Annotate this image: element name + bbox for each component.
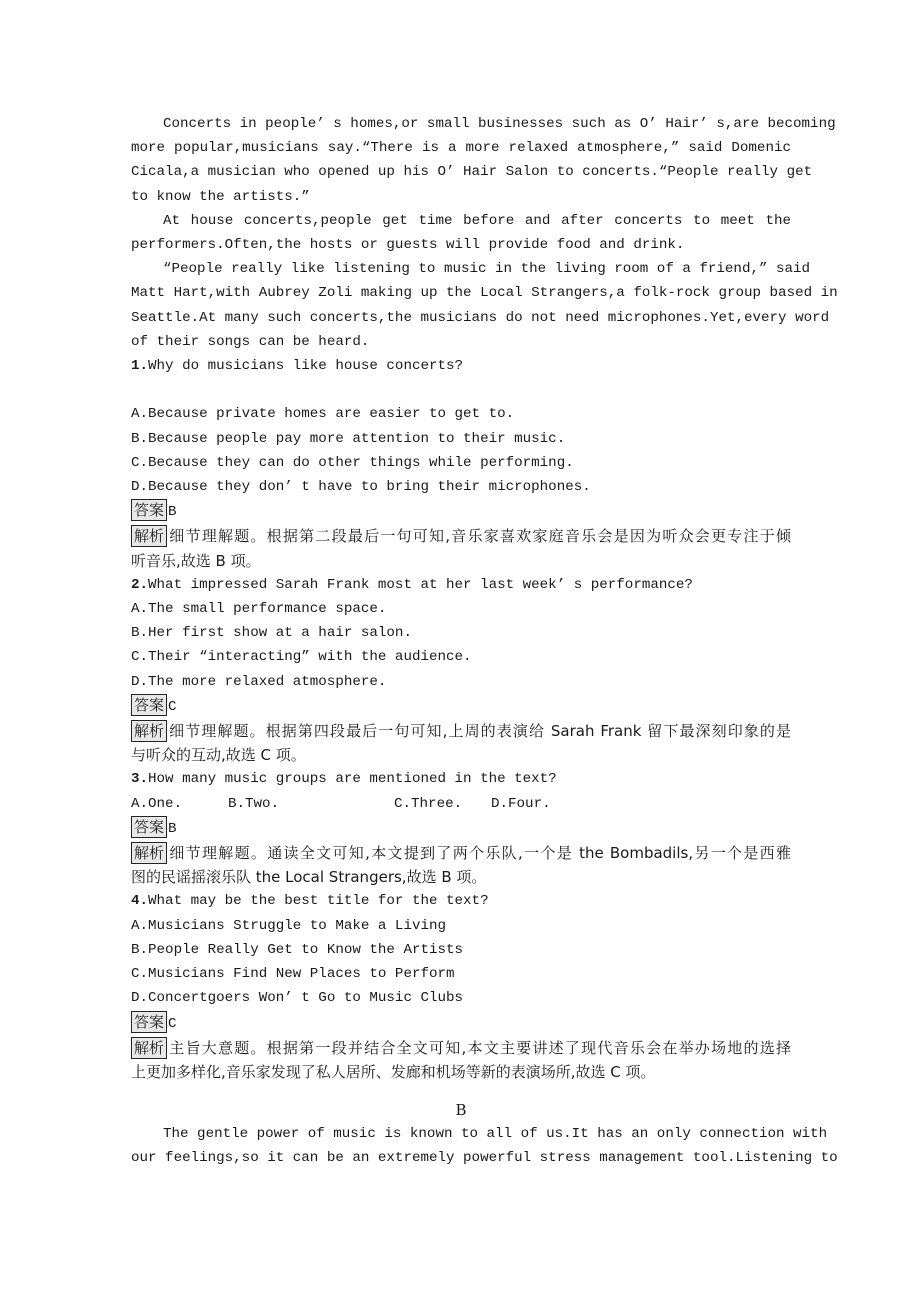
- analysis-text: 图的民谣摇滚乐队 the Local Strangers,故选 B 项。: [131, 868, 487, 887]
- passage-line: “People really like listening to music in the living room of a friend,” said: [163, 261, 811, 278]
- option: D.Because they don’ t have to bring their microphones.: [131, 479, 591, 496]
- passage-line: our feelings,so it can be an extremely powerful stress management tool.Listening to: [131, 1150, 838, 1167]
- option: B.People Really Get to Know the Artists: [131, 941, 464, 958]
- option: D.Concertgoers Won’ t Go to Music Clubs: [131, 990, 464, 1007]
- question-3: [131, 767, 791, 889]
- question-number: 2.: [131, 576, 149, 593]
- passage-line: Seattle.At many such concerts,the musicians do not need microphones.Yet,every word: [131, 309, 830, 326]
- question-stem: 4.What may be the best title for the text?: [131, 893, 489, 910]
- option: B.Her first show at a hair salon.: [131, 625, 412, 642]
- analysis-label: 解析: [131, 842, 167, 864]
- analysis-label: 解析: [131, 720, 167, 742]
- passage-line: Matt Hart,with Aubrey Zoli making up the Local Strangers,a folk-rock group based in: [131, 285, 838, 302]
- answer-row: [131, 1011, 791, 1036]
- section-heading: B: [455, 1101, 467, 1120]
- option: C.Their “interacting” with the audience.: [131, 649, 472, 666]
- option: D.Four.: [491, 795, 551, 812]
- analysis-text: 与听众的互动,故选 C 项。: [131, 746, 306, 765]
- option: C.Musicians Find New Places to Perform: [131, 966, 455, 983]
- analysis-text: 听音乐,故选 B 项。: [131, 551, 261, 570]
- answer-value: C: [168, 698, 177, 715]
- question-number: 1.: [131, 358, 149, 375]
- passage-line: more popular,musicians say.“There is a more relaxed atmosphere,” said Domenic: [131, 140, 791, 157]
- answer-value: C: [168, 1015, 177, 1032]
- question-stem: 2.What impressed Sarah Frank most at her last week’ s performance?: [131, 576, 693, 593]
- passage-a: [131, 112, 838, 354]
- question-number: 4.: [131, 893, 149, 910]
- option: C.Three.: [394, 795, 463, 812]
- passage-b: [131, 1122, 838, 1170]
- question-2: [131, 573, 791, 768]
- option: A.One.: [131, 795, 183, 812]
- question-stem: 3.How many music groups are mentioned in the text?: [131, 771, 557, 788]
- analysis-text: 细节理解题。通读全文可知,本文提到了两个乐队,一个是 the Bombadils,另一个是西雅: [168, 844, 791, 863]
- question-4: [131, 889, 791, 1084]
- passage-line: At house concerts,people get time before and after concerts to meet the: [163, 212, 791, 229]
- passage-line: to know the artists.”: [131, 188, 310, 205]
- answer-row: [131, 694, 791, 719]
- option: A.Musicians Struggle to Make a Living: [131, 917, 447, 934]
- answer-label: 答案: [131, 816, 167, 838]
- question-stem: 1.Why do musicians like house concerts?: [131, 358, 464, 375]
- question-number: 3.: [131, 771, 149, 788]
- answer-row: [131, 816, 791, 841]
- answer-label: 答案: [131, 499, 167, 521]
- analysis-label: 解析: [131, 1037, 167, 1059]
- analysis-row: [131, 524, 791, 548]
- answer-value: B: [168, 820, 177, 837]
- analysis-row: [131, 841, 791, 865]
- option: A.Because private homes are easier to get to.: [131, 406, 515, 423]
- analysis-label: 解析: [131, 525, 167, 547]
- answer-value: B: [168, 504, 177, 521]
- option: A.The small performance space.: [131, 601, 387, 618]
- analysis-row: [131, 719, 791, 743]
- passage-line: Concerts in people’ s homes,or small businesses such as O’ Hair’ s,are becoming: [163, 116, 836, 132]
- answer-label: 答案: [131, 694, 167, 716]
- option: D.The more relaxed atmosphere.: [131, 673, 387, 690]
- spacer: [131, 378, 791, 402]
- answer-label: 答案: [131, 1011, 167, 1033]
- option: C.Because they can do other things while performing.: [131, 454, 574, 471]
- option: B.Two.: [228, 795, 280, 812]
- document-page: [131, 112, 838, 1171]
- analysis-text: 主旨大意题。根据第一段并结合全文可知,本文主要讲述了现代音乐会在举办场地的选择: [168, 1038, 791, 1057]
- passage-line: Cicala,a musician who opened up his O’ Hair Salon to concerts.“People really get: [131, 164, 813, 181]
- option-row: [131, 792, 791, 816]
- question-1: [131, 354, 791, 573]
- analysis-text: 细节理解题。根据第二段最后一句可知,音乐家喜欢家庭音乐会是因为听众会更专注于倾: [168, 527, 791, 546]
- option: B.Because people pay more attention to their music.: [131, 430, 566, 447]
- passage-line: of their songs can be heard.: [131, 333, 370, 350]
- answer-row: [131, 499, 791, 524]
- analysis-text: 上更加多样化,音乐家发现了私人居所、发廊和机场等新的表演场所,故选 C 项。: [131, 1062, 656, 1081]
- passage-line: The gentle power of music is known to all of us.It has an only connection with: [163, 1126, 828, 1143]
- analysis-text: 细节理解题。根据第四段最后一句可知,上周的表演给 Sarah Frank 留下最深刻印象的是: [168, 722, 791, 741]
- passage-line: performers.Often,the hosts or guests will provide food and drink.: [131, 237, 685, 254]
- analysis-row: [131, 1036, 791, 1060]
